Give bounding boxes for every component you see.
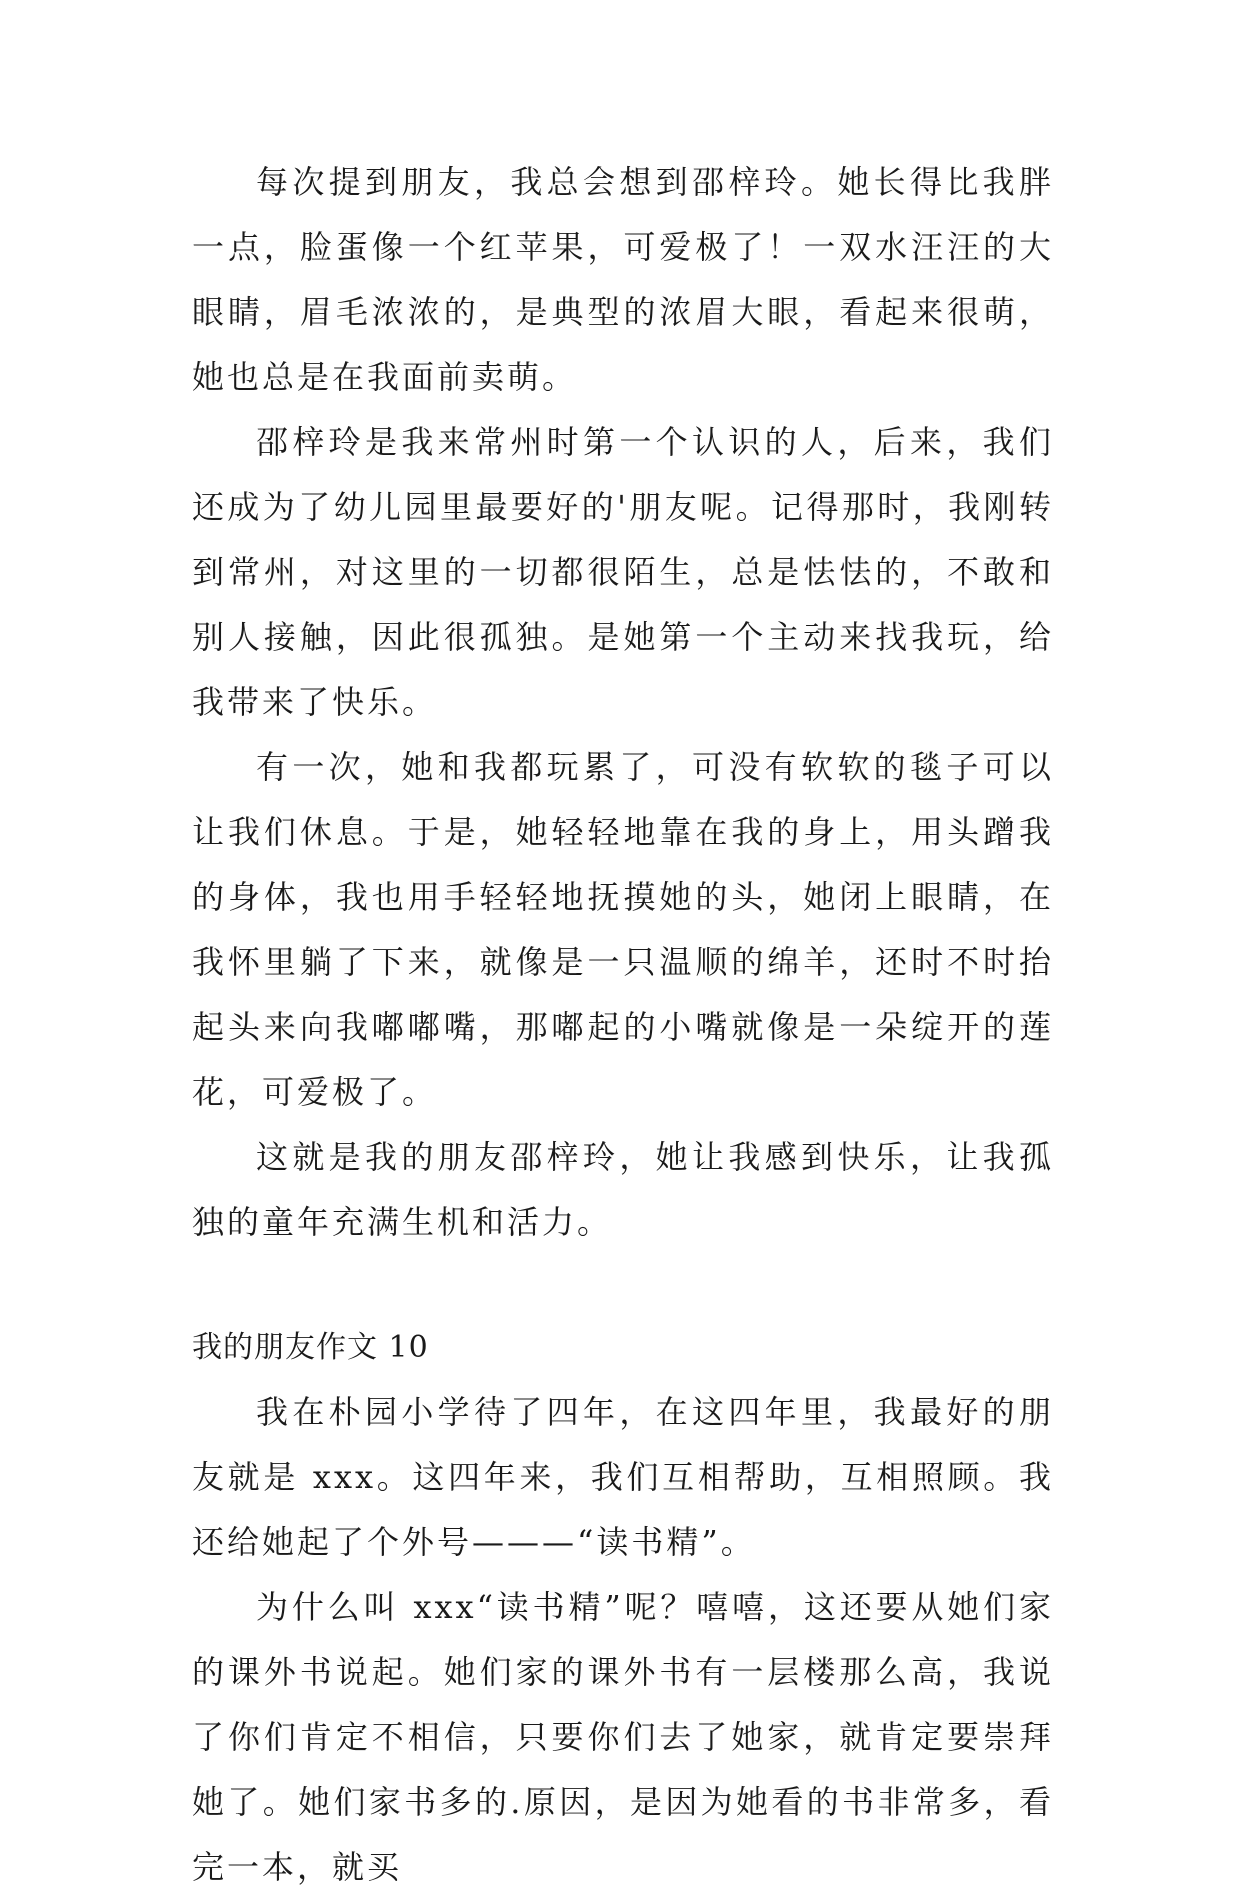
document-body bbox=[192, 150, 1054, 1900]
paragraph-2: 邵梓玲是我来常州时第一个认识的人，后来，我们还成为了幼儿园里最要好的'朋友呢。记得那时，我刚转到常州，对这里的一切都很陌生，总是怯怯的，不敢和别人接触，因此很孤独。是她第一个主动来找我玩，给我带来了快乐。 bbox=[192, 423, 1054, 721]
paragraph-4: 这就是我的朋友邵梓玲，她让我感到快乐，让我孤独的童年充满生机和活力。 bbox=[192, 1138, 1054, 1241]
paragraph-1: 每次提到朋友，我总会想到邵梓玲。她长得比我胖一点，脸蛋像一个红苹果，可爱极了！一双水汪汪的大眼睛，眉毛浓浓的，是典型的浓眉大眼，看起来很萌，她也总是在我面前卖萌。 bbox=[192, 163, 1054, 396]
section-heading: 我的朋友作文 10 bbox=[192, 1330, 429, 1365]
paragraph-5: 我在朴园小学待了四年，在这四年里，我最好的朋友就是 xxx。这四年来，我们互相帮助，互相照顾。我还给她起了个外号———“读书精”。 bbox=[192, 1393, 1054, 1561]
paragraph-6: 为什么叫 xxx“读书精”呢？嘻嘻，这还要从她们家的课外书说起。她们家的课外书有一层楼那么高，我说了你们肯定不相信，只要你们去了她家，就肯定要崇拜她了。她们家书多的.原因，是因为她看的书非常多，看完一本，就买 bbox=[192, 1588, 1054, 1886]
paragraph-3: 有一次，她和我都玩累了，可没有软软的毯子可以让我们休息。于是，她轻轻地靠在我的身上，用头蹭我的身体，我也用手轻轻地抚摸她的头，她闭上眼睛，在我怀里躺了下来，就像是一只温顺的绵羊，还时不时抬起头来向我嘟嘟嘴，那嘟起的小嘴就像是一朵绽开的莲花，可爱极了。 bbox=[192, 748, 1054, 1111]
